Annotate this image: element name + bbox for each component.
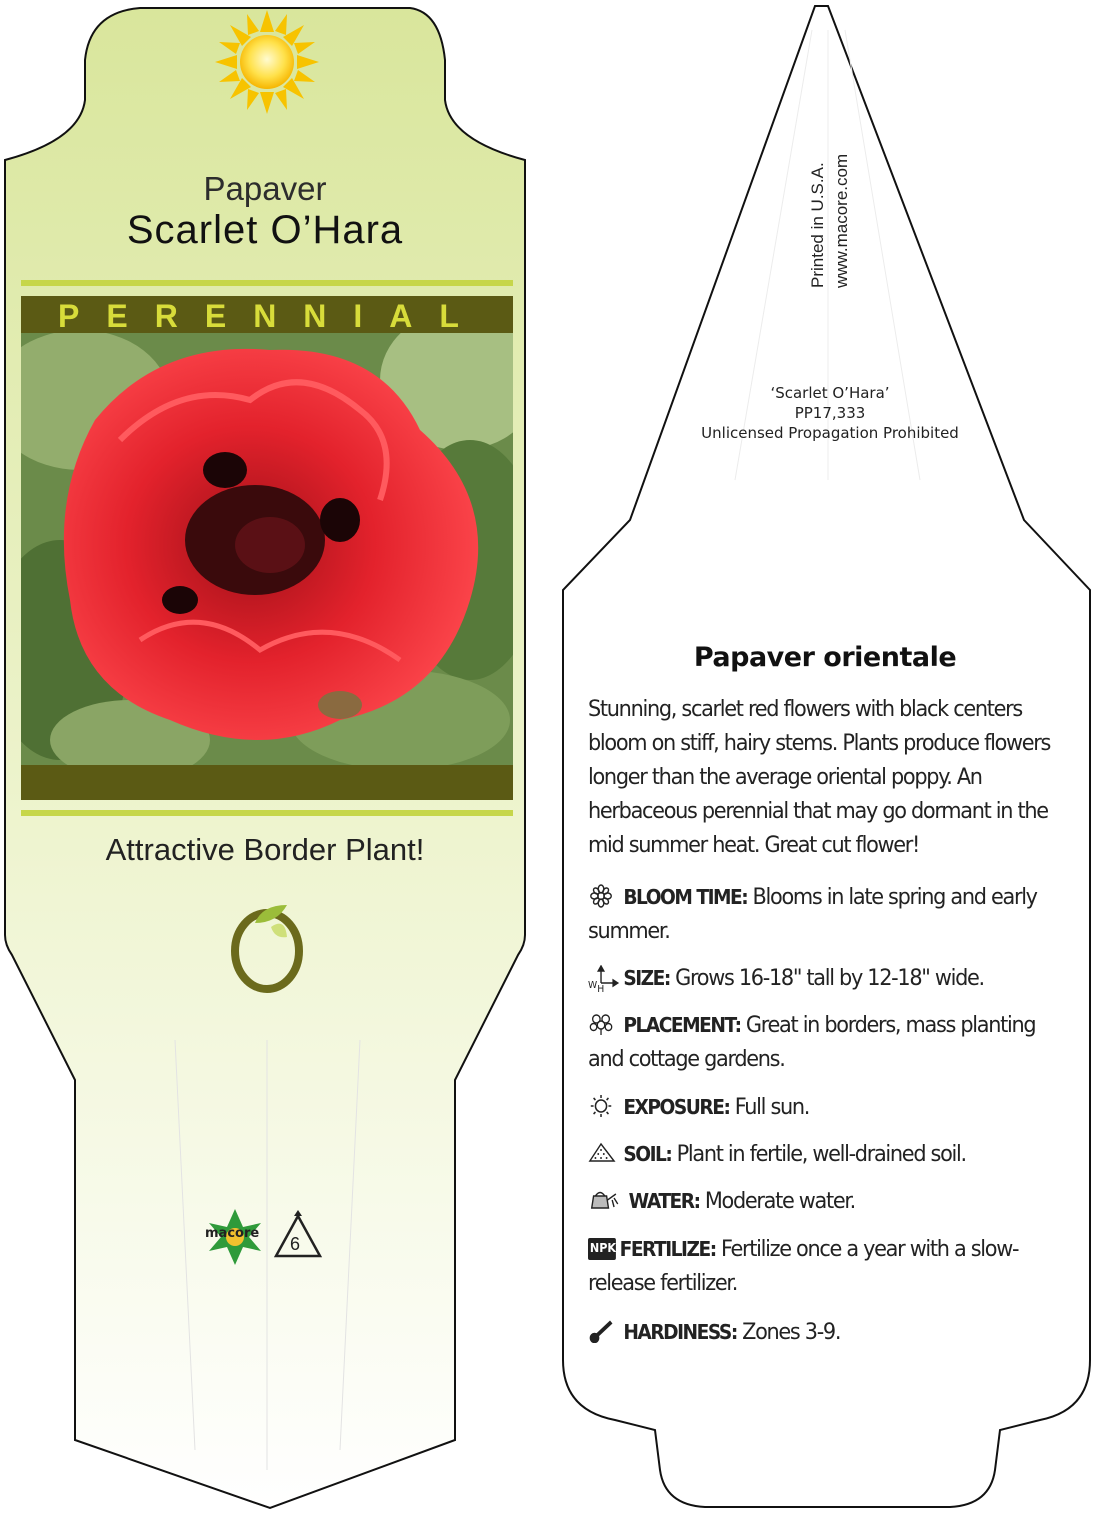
attr-text: Zones 3-9.: [742, 1319, 841, 1345]
attr-bloom-time: [588, 880, 1058, 948]
attr-text: Blooms in late spring and early summer.: [588, 884, 1037, 944]
attr-text: Moderate water.: [704, 1188, 856, 1214]
lime-line-top: [21, 280, 513, 286]
flower-icon: [588, 884, 620, 908]
patent-number: PP17,333: [794, 404, 866, 422]
category-label: PERENNIAL: [58, 298, 486, 334]
watering-can-icon: [588, 1188, 620, 1212]
attr-label: BLOOM TIME:: [623, 885, 748, 909]
npk-label: NPK: [589, 1241, 617, 1255]
attr-text: Fertilize once a year with a slow-release fertilizer.: [588, 1236, 1019, 1296]
attr-size: [588, 961, 1058, 995]
printed-in: Printed in U.S.A.: [808, 162, 827, 288]
attr-water: [588, 1184, 1058, 1218]
recycle-code: 6: [290, 1234, 301, 1254]
sun-icon: [588, 1094, 620, 1118]
attr-hardiness: [588, 1315, 1058, 1349]
lime-line-bottom: [21, 810, 513, 816]
poppy-photo: [0, 310, 540, 780]
website: www.macore.com: [832, 153, 851, 288]
npk-icon: [588, 1238, 616, 1260]
size-icon-w: W: [588, 980, 598, 991]
attr-text: Grows 16-18" tall by 12-18" wide.: [675, 965, 984, 991]
attr-placement: [588, 1008, 1058, 1076]
attr-fertilize: [588, 1232, 1058, 1300]
print-info: [800, 60, 860, 300]
attr-exposure: [588, 1090, 1058, 1124]
attr-soil: [588, 1137, 1058, 1171]
attr-label: EXPOSURE:: [623, 1095, 730, 1119]
attr-label: SIZE:: [623, 966, 670, 990]
attr-text: Great in borders, mass planting and cottage gardens.: [588, 1012, 1036, 1072]
photo-bottom-band: [21, 765, 513, 800]
size-icon: [588, 965, 620, 995]
cultivar-name: Scarlet O’Hara: [126, 208, 404, 252]
brand-name: macore: [205, 1226, 260, 1241]
size-icon-h: H: [597, 984, 605, 995]
attr-label: FERTILIZE:: [619, 1237, 716, 1261]
attr-label: SOIL:: [623, 1142, 672, 1166]
placement-icon: [588, 1012, 620, 1036]
patent-notice: Unlicensed Propagation Prohibited: [701, 424, 959, 442]
attr-label: WATER:: [628, 1189, 700, 1213]
attr-label: HARDINESS:: [623, 1320, 737, 1344]
patent-name: ‘Scarlet O’Hara’: [770, 384, 890, 402]
description: Stunning, scarlet red flowers with black centers bloom on stiff, hairy stems. Plants produce flowers longer than the average oriental poppy. An herbaceous perennial that may go dormant in the mid summer heat. Great cut flower!: [588, 696, 1051, 858]
genus-name: Papaver: [203, 170, 327, 207]
thermometer-icon: [588, 1319, 620, 1343]
soil-icon: [588, 1141, 620, 1165]
sun-icon: [215, 10, 319, 114]
attr-text: Plant in fertile, well-drained soil.: [676, 1141, 966, 1167]
attr-label: PLACEMENT:: [623, 1013, 741, 1037]
attr-text: Full sun.: [734, 1094, 810, 1120]
patent-block: [640, 383, 1020, 443]
slogan: Attractive Border Plant!: [105, 832, 425, 867]
species-name: Papaver orientale: [693, 642, 957, 673]
